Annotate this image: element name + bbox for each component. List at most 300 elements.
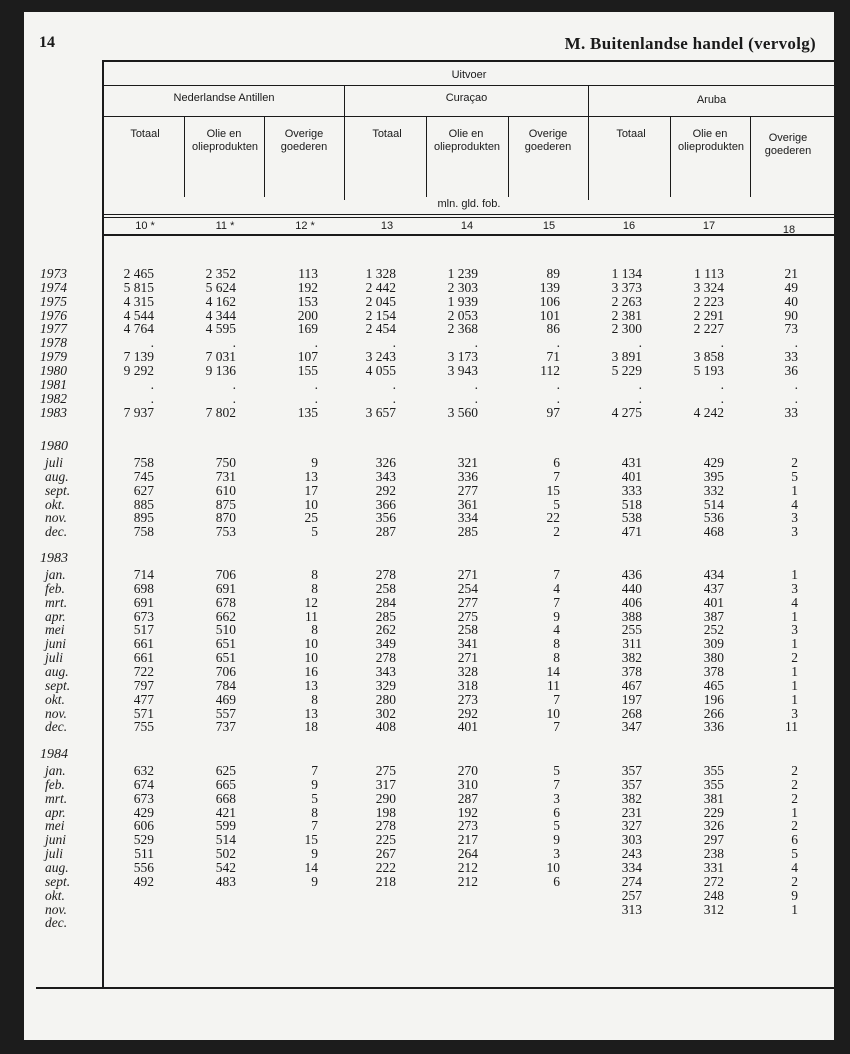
- table-row: [24, 623, 834, 637]
- table-cell: 71: [546, 349, 560, 365]
- table-cell: 278: [375, 650, 396, 666]
- table-cell: 518: [621, 496, 642, 512]
- row-label: jan.: [45, 567, 66, 582]
- table-row: [24, 470, 834, 484]
- table-cell: 4: [791, 496, 798, 512]
- table-row: [24, 693, 834, 707]
- table-cell: 343: [375, 664, 396, 679]
- row-label: 1978: [40, 335, 67, 351]
- table-cell: 378: [621, 664, 642, 679]
- table-row: [24, 406, 834, 420]
- table-cell: .: [794, 376, 798, 392]
- table-cell: 3 560: [447, 404, 478, 420]
- row-label: aug.: [45, 860, 69, 875]
- table-cell: 10: [546, 860, 560, 875]
- table-cell: 387: [703, 608, 724, 624]
- table-cell: 15: [304, 832, 318, 848]
- table-cell: 2 303: [447, 279, 478, 295]
- table-cell: 436: [621, 567, 642, 582]
- row-label: okt.: [45, 496, 65, 512]
- col-header-overige: Overige goederen: [764, 132, 812, 157]
- row-label: juni: [45, 832, 67, 848]
- row-label: jan.: [45, 763, 66, 778]
- table-cell: 331: [703, 860, 724, 875]
- table-row: [24, 322, 834, 336]
- table-cell: 197: [621, 691, 642, 707]
- row-label: nov.: [45, 705, 67, 721]
- table-cell: 343: [375, 468, 396, 484]
- table-cell: 4 764: [123, 321, 154, 337]
- table-row: [24, 511, 834, 525]
- table-cell: 9: [311, 455, 318, 470]
- table-cell: 477: [133, 691, 154, 707]
- table-cell: 7 031: [205, 349, 236, 365]
- table-cell: 258: [375, 580, 396, 596]
- table-cell: 665: [215, 776, 236, 792]
- row-label: dec.: [45, 915, 68, 931]
- table-cell: 755: [133, 719, 154, 735]
- table-cell: 273: [457, 818, 478, 834]
- table-cell: 192: [457, 804, 478, 820]
- table-cell: 277: [457, 594, 478, 610]
- table-cell: 1: [791, 567, 798, 582]
- table-cell: 200: [297, 307, 318, 323]
- table-cell: 3: [791, 705, 798, 721]
- table-cell: 610: [215, 482, 236, 498]
- table-cell: 321: [457, 455, 478, 470]
- table-cell: .: [556, 376, 560, 392]
- table-cell: 332: [703, 482, 724, 498]
- table-cell: 326: [375, 455, 396, 470]
- table-cell: 3: [791, 510, 798, 526]
- table-cell: 406: [621, 594, 642, 610]
- table-cell: 25: [304, 510, 318, 526]
- table-row: [24, 350, 834, 364]
- table-cell: 395: [703, 468, 724, 484]
- table-cell: 745: [133, 468, 154, 484]
- table-cell: 310: [457, 776, 478, 792]
- table-cell: 5: [791, 846, 798, 862]
- table-cell: 10: [304, 636, 318, 652]
- bottom-rule: [36, 987, 834, 989]
- table-cell: 468: [703, 524, 724, 540]
- table-cell: 266: [703, 705, 724, 721]
- table-cell: 73: [784, 321, 798, 337]
- table-cell: 13: [304, 677, 318, 693]
- table-cell: 514: [215, 832, 236, 848]
- table-cell: 706: [215, 664, 236, 679]
- row-label: 1982: [40, 390, 67, 406]
- table-cell: 106: [539, 293, 560, 309]
- table-cell: 6: [791, 832, 798, 848]
- table-cell: 5 815: [123, 279, 154, 295]
- col-separator-3: [426, 117, 427, 197]
- table-cell: 17: [304, 482, 318, 498]
- col-number: 18: [782, 224, 796, 236]
- row-label: 1980: [40, 362, 67, 378]
- table-cell: 706: [215, 567, 236, 582]
- col-header-totaal: Totaal: [372, 128, 402, 140]
- table-cell: 606: [133, 818, 154, 834]
- table-cell: 4 275: [611, 404, 642, 420]
- table-cell: 3 657: [365, 404, 396, 420]
- table-cell: .: [556, 390, 560, 406]
- table-cell: 272: [703, 873, 724, 889]
- table-cell: 380: [703, 650, 724, 666]
- table-cell: 662: [215, 608, 236, 624]
- table-cell: 7: [311, 818, 318, 834]
- table-cell: 135: [297, 404, 318, 420]
- table-cell: .: [474, 390, 478, 406]
- table-cell: 673: [133, 608, 154, 624]
- table-cell: .: [720, 376, 724, 392]
- table-cell: 3: [553, 790, 560, 806]
- table-cell: 318: [457, 677, 478, 693]
- table-cell: 328: [457, 664, 478, 679]
- table-cell: 258: [457, 622, 478, 638]
- table-cell: 7: [553, 691, 560, 707]
- table-row: [24, 364, 834, 378]
- table-cell: 9: [311, 873, 318, 889]
- group-rule: [104, 116, 834, 117]
- table-cell: 3: [553, 846, 560, 862]
- table-row: [24, 847, 834, 861]
- table-cell: 651: [215, 650, 236, 666]
- table-cell: 218: [375, 873, 396, 889]
- table-cell: 285: [375, 608, 396, 624]
- table-cell: 101: [539, 307, 560, 323]
- row-label: aug.: [45, 468, 69, 484]
- table-cell: 895: [133, 510, 154, 526]
- table-cell: 4: [791, 594, 798, 610]
- table-row: [24, 707, 834, 721]
- table-cell: 86: [546, 321, 560, 337]
- table-cell: 22: [546, 510, 560, 526]
- table-cell: 9: [311, 776, 318, 792]
- table-row: [24, 806, 834, 820]
- row-label: aug.: [45, 664, 69, 679]
- table-row: [24, 819, 834, 833]
- table-cell: 2: [791, 776, 798, 792]
- table-cell: 7: [553, 776, 560, 792]
- table-cell: 2: [791, 763, 798, 778]
- table-cell: 278: [375, 818, 396, 834]
- table-cell: 4: [553, 622, 560, 638]
- row-label: juli: [45, 650, 64, 666]
- table-row: [24, 484, 834, 498]
- row-label: okt.: [45, 887, 65, 903]
- table-cell: 10: [304, 650, 318, 666]
- table-cell: 691: [215, 580, 236, 596]
- table-cell: 231: [621, 804, 642, 820]
- row-label: mei: [45, 818, 65, 834]
- table-cell: 33: [784, 349, 798, 365]
- row-label: 1983: [40, 404, 67, 420]
- table-cell: 1: [791, 664, 798, 679]
- table-cell: 49: [784, 279, 798, 295]
- table-row: [24, 792, 834, 806]
- table-cell: 270: [457, 763, 478, 778]
- table-cell: 7: [553, 567, 560, 582]
- row-label: mrt.: [45, 594, 68, 610]
- table-cell: 388: [621, 608, 642, 624]
- table-cell: .: [638, 376, 642, 392]
- table-cell: 401: [621, 468, 642, 484]
- table-cell: 401: [703, 594, 724, 610]
- table-cell: 731: [215, 468, 236, 484]
- table-cell: 21: [784, 266, 798, 281]
- table-cell: .: [314, 390, 318, 406]
- table-cell: 290: [375, 790, 396, 806]
- row-label: dec.: [45, 524, 68, 540]
- table-cell: 1: [791, 636, 798, 652]
- table-cell: 334: [621, 860, 642, 875]
- table-cell: 284: [375, 594, 396, 610]
- col-header-totaal: Totaal: [130, 128, 160, 140]
- table-cell: 112: [540, 362, 560, 378]
- table-cell: 429: [133, 804, 154, 820]
- row-label: 1981: [40, 376, 67, 392]
- table-cell: 2 368: [447, 321, 478, 337]
- table-cell: 212: [457, 860, 478, 875]
- table-cell: 257: [621, 887, 642, 903]
- table-row: [24, 665, 834, 679]
- table-cell: 238: [703, 846, 724, 862]
- table-cell: 5 624: [205, 279, 236, 295]
- table-cell: 355: [703, 776, 724, 792]
- table-cell: 212: [457, 873, 478, 889]
- table-cell: 1 328: [365, 266, 396, 281]
- table-cell: 7: [311, 763, 318, 778]
- table-cell: 1 239: [447, 266, 478, 281]
- table-cell: 302: [375, 705, 396, 721]
- table-cell: 357: [621, 776, 642, 792]
- row-label: sept.: [45, 677, 71, 693]
- table-cell: 4 315: [123, 293, 154, 309]
- table-cell: 7 139: [123, 349, 154, 365]
- group-header-curacao: Curaçao: [445, 92, 488, 104]
- table-cell: 7: [553, 468, 560, 484]
- table-cell: 2 465: [123, 266, 154, 281]
- table-cell: 90: [784, 307, 798, 323]
- table-cell: 870: [215, 510, 236, 526]
- table-cell: 2 154: [365, 307, 396, 323]
- col-number: 12 *: [295, 220, 315, 232]
- table-cell: 571: [133, 705, 154, 721]
- col-number: 16: [622, 220, 636, 232]
- table-cell: 625: [215, 763, 236, 778]
- table-cell: 361: [457, 496, 478, 512]
- table-cell: 381: [703, 790, 724, 806]
- table-cell: 382: [621, 790, 642, 806]
- table-cell: 4 242: [693, 404, 724, 420]
- col-header-olie: Olie en olieprodukten: [192, 128, 259, 153]
- table-cell: 10: [546, 705, 560, 721]
- table-cell: 661: [133, 636, 154, 652]
- table-cell: .: [794, 390, 798, 406]
- table-cell: 113: [298, 266, 318, 281]
- table-cell: 2 045: [365, 293, 396, 309]
- table-cell: 8: [311, 622, 318, 638]
- table-cell: 673: [133, 790, 154, 806]
- table-cell: 627: [133, 482, 154, 498]
- table-row: [24, 764, 834, 778]
- table-cell: 2 291: [693, 307, 724, 323]
- col-separator-6: [750, 117, 751, 197]
- table-cell: 1 113: [694, 266, 724, 281]
- table-cell: 326: [703, 818, 724, 834]
- table-cell: 196: [703, 691, 724, 707]
- table-cell: 1: [791, 804, 798, 820]
- row-label: 1976: [40, 307, 67, 323]
- table-cell: 758: [133, 455, 154, 470]
- table-cell: 292: [375, 482, 396, 498]
- table-cell: 2: [791, 818, 798, 834]
- table-cell: 431: [621, 455, 642, 470]
- table-row: [24, 392, 834, 406]
- table-cell: 465: [703, 677, 724, 693]
- table-cell: 169: [297, 321, 318, 337]
- table-cell: .: [392, 335, 396, 351]
- section-year-heading: 1984: [40, 747, 68, 762]
- table-row: [24, 456, 834, 470]
- table-cell: 698: [133, 580, 154, 596]
- table-cell: .: [720, 335, 724, 351]
- table-cell: 668: [215, 790, 236, 806]
- table-cell: 517: [133, 622, 154, 638]
- table-cell: 336: [457, 468, 478, 484]
- table-cell: 2 454: [365, 321, 396, 337]
- table-cell: 3: [791, 524, 798, 540]
- section-title: M. Buitenlandse handel (vervolg): [564, 34, 816, 53]
- table-cell: 885: [133, 496, 154, 512]
- group-header-aruba: Aruba: [696, 94, 727, 106]
- row-label: 1977: [40, 321, 67, 337]
- row-label: juni: [45, 636, 67, 652]
- table-cell: 536: [703, 510, 724, 526]
- table-cell: 753: [215, 524, 236, 540]
- table-cell: 3 858: [693, 349, 724, 365]
- table-cell: 3 891: [611, 349, 642, 365]
- table-cell: .: [794, 335, 798, 351]
- table-cell: 2: [791, 873, 798, 889]
- table-cell: .: [638, 390, 642, 406]
- table-cell: 347: [621, 719, 642, 735]
- table-cell: 4 344: [205, 307, 236, 323]
- table-cell: 3 373: [611, 279, 642, 295]
- table-cell: 529: [133, 832, 154, 848]
- table-cell: 382: [621, 650, 642, 666]
- col-header-totaal: Totaal: [616, 128, 646, 140]
- table-cell: 334: [457, 510, 478, 526]
- table-cell: 2: [791, 455, 798, 470]
- table-cell: 429: [703, 455, 724, 470]
- table-cell: .: [638, 335, 642, 351]
- col-separator-4: [508, 117, 509, 197]
- top-rule: [104, 60, 834, 62]
- table-cell: 492: [133, 873, 154, 889]
- table-cell: 5: [791, 468, 798, 484]
- table-cell: 3: [791, 622, 798, 638]
- table-cell: .: [314, 335, 318, 351]
- table-cell: 329: [375, 677, 396, 693]
- table-cell: 3 173: [447, 349, 478, 365]
- table-cell: 252: [703, 622, 724, 638]
- table-cell: 722: [133, 664, 154, 679]
- table-cell: 275: [457, 608, 478, 624]
- table-cell: 262: [375, 622, 396, 638]
- page-number: 14: [39, 34, 55, 51]
- table-cell: 8: [311, 567, 318, 582]
- unit-rule-top: [104, 214, 834, 215]
- table-cell: .: [474, 335, 478, 351]
- table-cell: 437: [703, 580, 724, 596]
- row-label: apr.: [45, 608, 66, 624]
- table-cell: 2 223: [693, 293, 724, 309]
- table-cell: 5: [311, 790, 318, 806]
- table-row: [24, 596, 834, 610]
- table-cell: 8: [311, 580, 318, 596]
- row-label: 1975: [40, 293, 67, 309]
- table-cell: 1 134: [611, 266, 642, 281]
- table-cell: 10: [304, 496, 318, 512]
- table-cell: 7 802: [205, 404, 236, 420]
- table-row: [24, 295, 834, 309]
- row-label: mei: [45, 622, 65, 638]
- table-cell: 1: [791, 677, 798, 693]
- table-cell: 97: [546, 404, 560, 420]
- table-cell: .: [150, 390, 154, 406]
- table-cell: 349: [375, 636, 396, 652]
- row-label: 1973: [40, 266, 67, 281]
- table-cell: .: [556, 335, 560, 351]
- row-label: sept.: [45, 482, 71, 498]
- table-cell: 758: [133, 524, 154, 540]
- row-label: dec.: [45, 719, 68, 735]
- table-cell: 356: [375, 510, 396, 526]
- table-cell: 2 442: [365, 279, 396, 295]
- table-row: [24, 903, 834, 917]
- table-cell: 11: [547, 677, 560, 693]
- table-cell: 317: [375, 776, 396, 792]
- col-number: 17: [702, 220, 716, 232]
- table-cell: 312: [703, 901, 724, 917]
- table-cell: 378: [703, 664, 724, 679]
- table-cell: 333: [621, 482, 642, 498]
- table-cell: 875: [215, 496, 236, 512]
- col-header-olie: Olie en olieprodukten: [678, 128, 745, 153]
- table-cell: 12: [304, 594, 318, 610]
- table-cell: 336: [703, 719, 724, 735]
- table-cell: 229: [703, 804, 724, 820]
- table-row: [24, 582, 834, 596]
- table-cell: 511: [134, 846, 154, 862]
- table-cell: 13: [304, 705, 318, 721]
- table-row: [24, 679, 834, 693]
- table-cell: 341: [457, 636, 478, 652]
- table-cell: 357: [621, 763, 642, 778]
- col-number: 15: [542, 220, 556, 232]
- table-cell: 6: [553, 455, 560, 470]
- table-cell: 9 136: [205, 362, 236, 378]
- row-label: mrt.: [45, 790, 68, 806]
- section-year-heading: 1983: [40, 551, 68, 566]
- table-cell: 285: [457, 524, 478, 540]
- table-cell: .: [232, 390, 236, 406]
- table-row: [24, 281, 834, 295]
- table-cell: .: [232, 376, 236, 392]
- table-cell: .: [150, 376, 154, 392]
